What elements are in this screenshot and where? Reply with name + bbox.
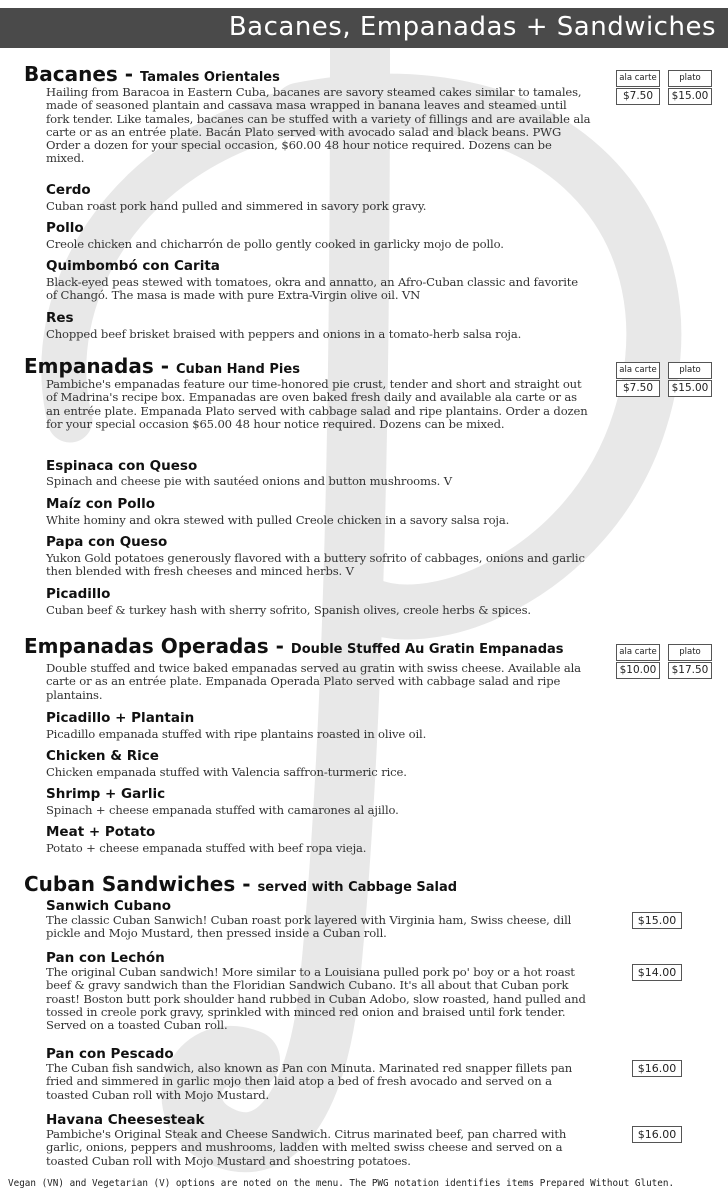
price-ala-carte: $10.00 <box>616 662 660 679</box>
header-banner <box>0 8 728 48</box>
price-plato: $15.00 <box>668 88 712 105</box>
page-title: Bacanes, Empanadas + Sandwiches <box>228 12 716 42</box>
menu-item-title: Cerdo <box>46 182 91 198</box>
menu-item-title: Pan con Pescado <box>46 1046 174 1062</box>
menu-item-desc: The Cuban fish sandwich, also known as Pan con Minuta. Marinated red snapper fillets pan fried and simmered in garlic mojo then laid atop a bed of fresh avocado and served on a toasted Cuban roll with Mojo Mustard. <box>46 1061 573 1102</box>
price-label-plato: plato <box>668 644 712 661</box>
menu-item-title: Quimbombó con Carita <box>46 258 220 274</box>
menu-item-desc: Pambiche's Original Steak and Cheese Sandwich. Citrus marinated beef, pan charred with garlic, onions, peppers and mushrooms, ladden with melted swiss cheese and served on a toasted Cuban roll with Mojo Mustard and shoestring potatoes. <box>46 1127 567 1168</box>
menu-item-desc: The original Cuban sandwich! More similar to a Louisiana pulled pork po' boy or a hot roast beef & gravy sandwich than the Floridian Sandwich Cubano. It's all about that Cuban pork roast! Boston butt pork shoulder hand rubbed in Cuban Adobo, slow roasted, hand pulled and tossed in creole pork gravy, sprinkled with minced red onion and braised until fork tender. Served on a toasted Cuban roll. <box>46 965 586 1033</box>
menu-item-desc: Chicken empanada stuffed with Valencia saffron-turmeric rice. <box>46 765 407 779</box>
footer-note: Vegan (VN) and Vegetarian (V) options are noted on the menu. The PWG notation identifies items Prepared Without Gluten. <box>8 1178 675 1189</box>
menu-item-desc: Cuban beef & turkey hash with sherry sofrito, Spanish olives, creole herbs & spices. <box>46 603 531 617</box>
price-label-ala-carte: ala carte <box>616 644 660 661</box>
section-subtitle: Cuban Hand Pies <box>176 362 300 377</box>
menu-item-desc: Creole chicken and chicharrón de pollo gently cooked in garlicky mojo de pollo. <box>46 237 504 251</box>
price-label-ala-carte: ala carte <box>616 70 660 87</box>
menu-item-title: Picadillo + Plantain <box>46 710 195 726</box>
section-subtitle: Tamales Orientales <box>140 70 280 85</box>
menu-item-title: Maíz con Pollo <box>46 496 156 512</box>
section-title: Bacanes <box>24 62 118 86</box>
menu-item-desc: Yukon Gold potatoes generously flavored with a buttery sofrito of cabbages, onions and garlic then blended with fresh cheeses and minced herbs. V <box>46 551 585 579</box>
price-plato: $17.50 <box>668 662 712 679</box>
menu-item-desc: Spinach and cheese pie with sautéed onions and button mushrooms. V <box>46 474 452 488</box>
menu-item-desc: Potato + cheese empanada stuffed with beef ropa vieja. <box>46 841 367 855</box>
menu-item-desc: Cuban roast pork hand pulled and simmered in savory pork gravy. <box>46 199 427 213</box>
price-box <box>616 70 712 106</box>
price-box <box>616 644 712 680</box>
section-heading: Empanadas Operadas - Double Stuffed Au Gratin Empanadas <box>24 634 564 658</box>
menu-item-desc: Spinach + cheese empanada stuffed with camarones al ajillo. <box>46 803 399 817</box>
section-heading: Bacanes - Tamales Orientales <box>24 62 280 86</box>
section-intro: Pambiche's empanadas feature our time-honored pie crust, tender and short and straight out of Madrina's recipe box. Empanadas are oven baked fresh daily and available ala carte or as an entrée plate. Empanada Plato served with cabbage salad and ripe plantains. Order a dozen for your special occasion $65.00 48 hour notice required. Dozens can be mixed. <box>46 377 588 431</box>
menu-item-title: Meat + Potato <box>46 824 156 840</box>
menu-item-title: Havana Cheesesteak <box>46 1112 205 1128</box>
menu-item-title: Shrimp + Garlic <box>46 786 166 802</box>
menu-item-price: $16.00 <box>632 1060 682 1077</box>
menu-item-desc: Chopped beef brisket braised with peppers and onions in a tomato-herb salsa roja. <box>46 327 522 341</box>
menu-item-desc: White hominy and okra stewed with pulled Creole chicken in a savory salsa roja. <box>46 513 510 527</box>
price-plato: $15.00 <box>668 380 712 397</box>
menu-item-price: $16.00 <box>632 1126 682 1143</box>
price-label-ala-carte: ala carte <box>616 362 660 379</box>
menu-item-title: Sanwich Cubano <box>46 898 172 914</box>
menu-item-price: $15.00 <box>632 912 682 929</box>
section-title: Empanadas <box>24 354 154 378</box>
menu-item-title: Res <box>46 310 74 326</box>
menu-item-price: $14.00 <box>632 964 682 981</box>
price-box <box>616 362 712 398</box>
price-ala-carte: $7.50 <box>616 380 660 397</box>
price-label-plato: plato <box>668 362 712 379</box>
menu-item-desc: Picadillo empanada stuffed with ripe plantains roasted in olive oil. <box>46 727 427 741</box>
menu-item-title: Pan con Lechón <box>46 950 165 966</box>
section-title: Empanadas Operadas <box>24 634 269 658</box>
price-ala-carte: $7.50 <box>616 88 660 105</box>
menu-item-title: Espinaca con Queso <box>46 458 198 474</box>
menu-item-title: Papa con Queso <box>46 534 168 550</box>
menu-item-title: Chicken & Rice <box>46 748 159 764</box>
price-label-plato: plato <box>668 70 712 87</box>
menu-item-title: Picadillo <box>46 586 111 602</box>
section-subtitle: served with Cabbage Salad <box>257 880 458 895</box>
section-heading: Cuban Sandwiches - served with Cabbage Salad <box>24 872 458 896</box>
section-heading: Empanadas - Cuban Hand Pies <box>24 354 300 378</box>
section-intro: Double stuffed and twice baked empanadas served au gratin with swiss cheese. Available ala carte or as an entrée plate. Empanada Operada Plato served with cabbage salad and ripe plantains. <box>46 661 581 702</box>
menu-item-desc: The classic Cuban Sanwich! Cuban roast pork layered with Virginia ham, Swiss cheese, dill pickle and Mojo Mustard, then pressed inside a Cuban roll. <box>46 913 572 941</box>
menu-item-desc: Black-eyed peas stewed with tomatoes, okra and annatto, an Afro-Cuban classic and favorite of Changó. The masa is made with pure Extra-Virgin olive oil. VN <box>46 275 578 303</box>
section-title: Cuban Sandwiches <box>24 872 236 896</box>
section-subtitle: Double Stuffed Au Gratin Empanadas <box>290 642 564 657</box>
menu-item-title: Pollo <box>46 220 84 236</box>
section-intro: Hailing from Baracoa in Eastern Cuba, bacanes are savory steamed cakes similar to tamales, made of seasoned plantain and cassava masa wrapped in banana leaves and steamed until fork tender. Like tamales, bacanes can be stuffed with a variety of fillings and are available ala carte or as an entrée plate. Bacán Plato served with avocado salad and black beans. PWG Order a dozen for your special occasion, $60.00 48 hour notice required. Dozens can be mixed. <box>46 85 591 166</box>
